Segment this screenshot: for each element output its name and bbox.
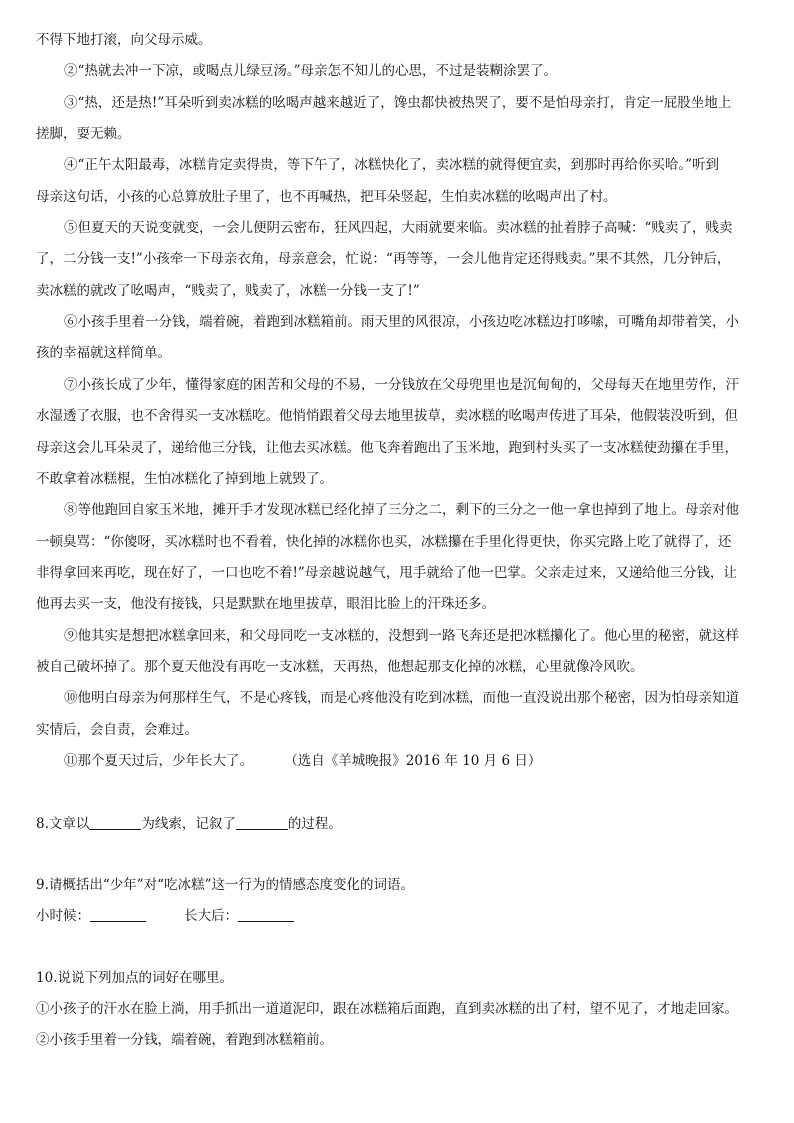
q8-prefix: 8.文章以	[36, 816, 90, 832]
question-10-prompt: 10.说说下列加点的词好在哪里。	[36, 970, 233, 986]
q9-label-childhood: 小时候：	[36, 908, 90, 924]
passage-line: 实情后，会自责，会难过。	[36, 722, 198, 738]
passage-line: 被自己破坏掉了。那个夏天他没有再吃一支冰糕，天再热，他想起那支化掉的冰糕，心里就像冷风吹。	[36, 659, 644, 675]
passage-line: 母亲这会儿耳朵灵了，递给他三分钱，让他去买冰糕。他飞奔着跑出了玉米地，跑到村头买了一支冰糕使劲攥在手里，	[36, 440, 738, 456]
passage-line: 母亲这句话，小孩的心总算放肚子里了，也不再喊热，把耳朵竖起，生怕卖冰糕的吆喝声出了村。	[36, 189, 617, 205]
answer-blank[interactable]	[236, 815, 288, 830]
passage-line: 水湿透了衣服，也不舍得买一支冰糕吃。他悄悄跟着父母去地里拔草，卖冰糕的吆喝声传进了耳朵，他假装没听到，但	[36, 408, 738, 424]
passage-line: ⑩他明白母亲为何那样生气，不是心疼钱，而是心疼他没有吃到冰糕，而他一直没说出那个秘密，因为怕母亲知道	[64, 690, 739, 706]
question-10-item: ②小孩手里着一分钱，端着碗，着跑到冰糕箱前。	[36, 1032, 333, 1048]
answer-blank[interactable]	[89, 815, 141, 830]
passage-line: 不得下地打滚，向父母示威。	[36, 32, 212, 48]
passage-line: ④“正午太阳最毒，冰糕肯定卖得贵，等下午了，冰糕快化了，卖冰糕的就得便宜卖，到那时再给你买哈。”听到	[64, 157, 720, 173]
q8-middle: 为线索，记叙了	[141, 816, 236, 832]
question-9-answers	[36, 906, 294, 926]
question-10-item: ①小孩子的汗水在脸上淌，用手抓出一道道泥印，跟在冰糕箱后面跑，直到卖冰糕的出了村，望不见了，才地走回家。	[36, 1001, 738, 1017]
passage-line: ③“热，还是热!”耳朵听到卖冰糕的吆喝声越来越近了，馋虫都快被热哭了，要不是怕母亲打，肯定一屁股坐地上	[64, 95, 732, 111]
question-9-prompt: 9.请概括出“少年”对“吃冰糕”这一行为的情感态度变化的词语。	[36, 877, 414, 893]
last-paragraph: ⑪那个夏天过后，少年长大了。	[64, 753, 253, 769]
passage-line: 一顿臭骂：“你傻呀，买冰糕时也不看着，快化掉的冰糕你也买，冰糕攥在手里化得更快，你买完路上吃了就得了，还	[36, 534, 732, 550]
passage-line: ②“热就去冲一下凉，或喝点儿绿豆汤。”母亲怎不知儿的心思，不过是装糊涂罢了。	[64, 63, 558, 79]
passage-line: 不敢拿着冰糕棍，生怕冰糕化了掉到地上就毁了。	[36, 471, 333, 487]
passage-line: ⑥小孩手里着一分钱，端着碗，着跑到冰糕箱前。雨天里的风很凉，小孩边吃冰糕边打哆嗦，可嘴角却带着笑，小	[64, 314, 739, 330]
passage-line: 了，二分钱一支!”小孩牵一下母亲衣角，母亲意会，忙说：“再等等，一会儿他肯定还得贱卖。”果不其然，几分钟后，	[36, 251, 731, 267]
passage-line: 搓脚，耍无赖。	[36, 126, 131, 142]
passage-line	[64, 751, 541, 771]
passage-line: ⑤但夏天的天说变就变，一会儿便阴云密布，狂风四起，大雨就要来临。卖冰糕的扯着脖子高喊：“贱卖了，贱卖	[64, 220, 733, 236]
q9-label-grownup: 长大后：	[184, 908, 238, 924]
q8-suffix: 的过程。	[287, 816, 342, 832]
passage-line: 孩的幸福就这样简单。	[36, 345, 171, 361]
answer-blank[interactable]	[238, 907, 294, 922]
passage-line: 非得拿回来再吃，现在好了，一口也吃不着!”母亲越说越气，甩手就给了他一巴掌。父亲走过来，又递给他三分钱，让	[36, 565, 737, 581]
passage-line: 卖冰糕的就改了吆喝声，“贱卖了，贱卖了，冰糕一分钱一支了!”	[36, 283, 420, 299]
passage-line: ⑦小孩长成了少年，懂得家庭的困苦和父母的不易，一分钱放在父母兜里也是沉甸甸的，父母每天在地里劳作，汗	[64, 377, 739, 393]
answer-blank[interactable]	[90, 907, 146, 922]
passage-line: ⑨他其实是想把冰糕拿回来，和父母同吃一支冰糕的，没想到一路飞奔还是把冰糕攥化了。他心里的秘密，就这样	[64, 628, 739, 644]
passage-line: ⑧等他跑回自家玉米地，摊开手才发现冰糕已经化掉了三分之二，剩下的三分之一他一拿也掉到了地上。母亲对他	[64, 502, 739, 518]
question-8	[36, 814, 342, 834]
passage-line: 他再去买一支，他没有接钱，只是默默在地里拔草，眼泪比脸上的汗珠还多。	[36, 596, 495, 612]
source-citation: （选自《羊城晚报》2016 年 10 月 6 日）	[291, 753, 542, 769]
